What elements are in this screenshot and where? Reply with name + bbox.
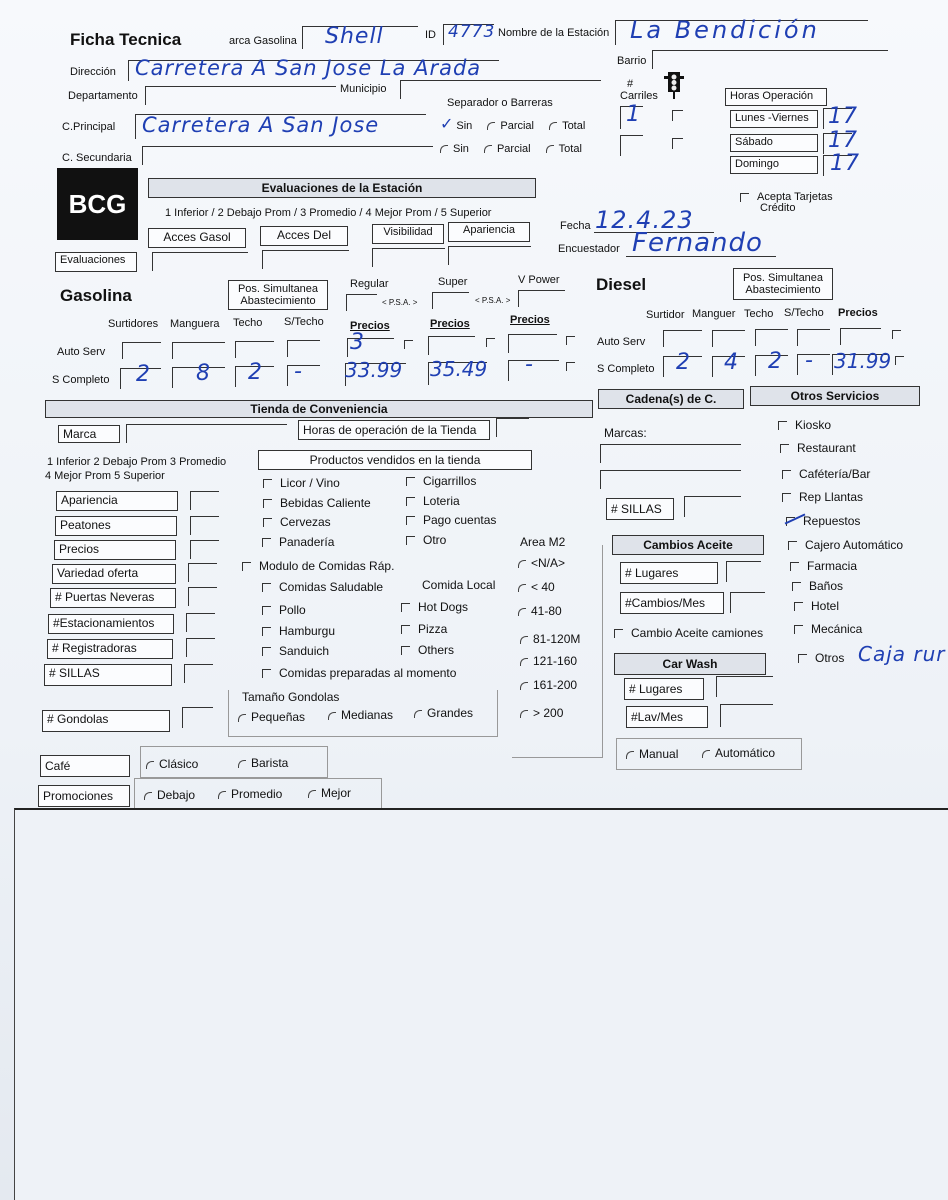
otros-cafeteria[interactable]: Cafétería/Bar	[782, 467, 870, 481]
gasolina-pos-simultanea: Pos. Simultanea Abastecimiento	[228, 280, 328, 310]
diesel-s-manguer: 4	[724, 350, 739, 375]
rating-peatones-field[interactable]	[190, 516, 219, 535]
cw-lugares-label: # Lugares	[624, 678, 704, 700]
lav-mes-label: #Lav/Mes	[626, 706, 708, 728]
eval-field-1[interactable]	[152, 252, 248, 271]
acepta-tarjetas: Acepta Tarjetas Crédito	[740, 192, 833, 214]
area-na[interactable]: <N/A>	[518, 556, 565, 570]
cambios-lugares-label: # Lugares	[620, 562, 718, 584]
cambios-lugares-field[interactable]	[726, 561, 761, 582]
id-label: ID	[425, 29, 436, 41]
gas-col-techo: Techo	[233, 317, 263, 329]
gas-s-price-regular: 33.99	[345, 358, 403, 382]
lav-mes-field[interactable]	[720, 704, 773, 727]
cw-lugares-field[interactable]	[716, 676, 773, 697]
area-121-160[interactable]: 121-160	[520, 654, 577, 668]
gas-auto-chk-2[interactable]	[486, 338, 495, 347]
comida-local-label: Comida Local	[422, 578, 496, 592]
direccion-label: Dirección	[70, 66, 116, 78]
eval-field-4[interactable]	[448, 246, 531, 265]
cadena-sillas-label: # SILLAS	[606, 498, 674, 520]
separador-row2: Sin Parcial Total	[440, 143, 582, 155]
diesel-title: Diesel	[596, 275, 647, 294]
acces-gasol-label: Acces Gasol	[148, 228, 246, 248]
estacion-label: Nombre de la Estación	[498, 27, 610, 39]
psa-2: < P.S.A. >	[475, 296, 511, 305]
diesel-s-price-value: 31.99	[834, 349, 892, 373]
regular-label: Regular	[350, 278, 389, 290]
gas-auto-chk-1[interactable]	[404, 340, 413, 349]
tienda-horas-label: Horas de operación de la Tienda	[298, 420, 490, 440]
horas-title: Horas Operación	[725, 88, 827, 106]
diesel-auto-serv-label: Auto Serv	[597, 336, 646, 348]
rating-apariencia: Apariencia	[56, 491, 178, 511]
visibilidad-label: Visibilidad	[372, 224, 444, 244]
rating-precios-field[interactable]	[190, 540, 219, 559]
apariencia-label: Apariencia	[448, 222, 530, 242]
fecha-value: 12.4.23	[595, 206, 694, 234]
diesel-auto-f2[interactable]	[712, 330, 745, 347]
gas-auto-price-value: 3	[350, 330, 365, 355]
domingo-label: Domingo	[730, 156, 818, 174]
diesel-auto-f4[interactable]	[797, 329, 830, 346]
comidas-saludable[interactable]: Comidas Saludable	[262, 580, 383, 594]
otros-cajero[interactable]: Cajero Automático	[788, 538, 903, 552]
carriles-check[interactable]	[672, 110, 683, 121]
encuestador-label: Encuestador	[558, 243, 620, 255]
prod-pago-cuentas[interactable]: Pago cuentas	[406, 513, 496, 527]
sabado-label: Sábado	[730, 134, 818, 152]
estacion-value: La Bendición	[630, 16, 820, 44]
tienda-title: Tienda de Conveniencia	[45, 400, 593, 418]
tienda-scale-2: 4 Mejor Prom 5 Superior	[45, 470, 165, 482]
marca-value: Shell	[325, 24, 384, 49]
area-81-120[interactable]: 81-120M	[520, 632, 580, 646]
otros-hotel[interactable]: Hotel	[794, 599, 839, 613]
municipio-label: Municipio	[340, 83, 387, 95]
sabado-value: 17	[828, 128, 858, 153]
rating-peatones: Peatones	[55, 516, 177, 536]
marca-label: arca Gasolina	[229, 35, 297, 47]
marcas-field-2[interactable]	[600, 470, 741, 489]
rating-sillas: # SILLAS	[44, 664, 172, 686]
gas-auto-chk-3[interactable]	[566, 336, 575, 345]
rating-variedad-oferta: Variedad oferta	[52, 564, 176, 584]
otros-repuestos[interactable]: Repuestos	[786, 514, 860, 528]
gas-col-stecho: S/Techo	[284, 316, 324, 328]
gas-s-techo: 2	[248, 360, 263, 385]
cafe-clasico[interactable]: Clásico	[146, 757, 198, 771]
tienda-scale-1: 1 Inferior 2 Debajo Prom 3 Promedio	[47, 456, 227, 468]
prod-licor[interactable]: Licor / Vino	[263, 476, 340, 490]
carwash-manual[interactable]: Manual	[626, 747, 678, 761]
diesel-s-completo-label: S Completo	[597, 363, 655, 375]
direccion-value: Carretera A San Jose La Arada	[135, 56, 482, 80]
carwash-automatico[interactable]: Automático	[702, 746, 775, 760]
csecundaria-field[interactable]	[142, 146, 433, 165]
bcg-logo: BCG	[57, 168, 138, 240]
gondolas-title: Tamaño Gondolas	[242, 690, 340, 704]
tienda-marca-field[interactable]	[126, 424, 287, 443]
rating-precios: Precios	[54, 540, 176, 560]
form-title: Ficha Tecnica	[70, 30, 182, 49]
otros-farmacia[interactable]: Farmacia	[790, 559, 857, 573]
gas-auto-f1[interactable]	[122, 342, 161, 359]
rating-puertas-neveras: # Puertas Neveras	[50, 588, 176, 608]
gas-s-price-vpower: -	[525, 352, 534, 377]
encuestador-underline	[626, 256, 776, 257]
promociones-label: Promociones	[38, 785, 130, 807]
blank-notes-area	[14, 808, 948, 1200]
carriles-field-2[interactable]	[620, 135, 643, 156]
gas-s-completo-label: S Completo	[52, 374, 110, 386]
lunes-viernes-label: Lunes -Viernes	[730, 110, 818, 128]
promo-debajo[interactable]: Debajo	[144, 788, 195, 802]
gas-col-manguera: Manguera	[170, 318, 220, 330]
area-title: Area M2	[520, 535, 566, 549]
productos-title: Productos vendidos en la tienda	[258, 450, 532, 470]
psa-1: < P.S.A. >	[382, 298, 418, 307]
gas-auto-f3[interactable]	[235, 341, 274, 358]
cambios-aceite-title: Cambios Aceite	[612, 535, 764, 555]
evaluaciones-label: Evaluaciones	[55, 252, 137, 272]
otros-rep-llantas[interactable]: Rep Llantas	[782, 490, 863, 504]
cadena-title: Cadena(s) de C.	[598, 389, 744, 409]
evaluaciones-scale: 1 Inferior / 2 Debajo Prom / 3 Promedio / 4 Mejor Prom / 5 Superior	[165, 207, 492, 219]
otros-otros[interactable]: Otros	[798, 651, 844, 665]
gas-s-price-super: 35.49	[430, 357, 488, 381]
diesel-pos-simultanea: Pos. Simultanea Abastecimiento	[733, 268, 833, 300]
diesel-auto-f3[interactable]	[755, 329, 788, 346]
prod-otro[interactable]: Otro	[406, 533, 446, 547]
fecha-label: Fecha	[560, 220, 591, 232]
traffic-light-icon	[662, 70, 686, 105]
gondola-pequenas[interactable]: Pequeñas	[238, 710, 305, 724]
departamento-label: Departamento	[68, 90, 138, 102]
diesel-col-surtidor: Surtidor	[646, 309, 685, 321]
diesel-s-surtidor: 2	[676, 350, 691, 375]
vpower-label: V Power	[518, 274, 560, 286]
barrio-label: Barrio	[617, 55, 647, 67]
gas-col-surtidores: Surtidores	[108, 318, 159, 330]
car-wash-title: Car Wash	[614, 653, 766, 675]
otros-value: Caja rur	[858, 642, 946, 666]
diesel-auto-f1[interactable]	[663, 330, 702, 347]
diesel-col-techo: Techo	[744, 308, 774, 320]
promo-promedio[interactable]: Promedio	[218, 787, 282, 801]
comida-pizza[interactable]: Pizza	[401, 622, 447, 636]
otros-banos[interactable]: Baños	[792, 579, 843, 593]
cambios-mes-field[interactable]	[730, 592, 765, 613]
gas-auto-f2[interactable]	[172, 342, 225, 359]
tienda-horas-field[interactable]	[496, 418, 529, 437]
encuestador-value: Fernando	[632, 228, 763, 258]
separador-title: Separador o Barreras	[447, 97, 553, 109]
area-lt40[interactable]: < 40	[518, 580, 555, 594]
prod-loteria[interactable]: Loteria	[406, 494, 460, 508]
eval-field-3[interactable]	[372, 248, 445, 267]
gas-s-manguera: 8	[196, 361, 211, 386]
prod-cervezas[interactable]: Cervezas	[263, 515, 331, 529]
domingo-value: 17	[830, 151, 860, 176]
gas-auto-price-3[interactable]	[508, 334, 557, 353]
carriles-label: # Carriles	[620, 78, 658, 102]
diesel-auto-price[interactable]	[840, 328, 881, 345]
cadena-sillas-field[interactable]	[684, 496, 741, 517]
comida-sanduich[interactable]: Sanduich	[262, 644, 329, 658]
otros-restaurant[interactable]: Restaurant	[780, 441, 856, 455]
prod-cigarrillos[interactable]: Cigarrillos	[406, 474, 476, 488]
modulo-comidas[interactable]: Modulo de Comidas Ráp.	[242, 559, 394, 573]
num-gondolas-field[interactable]	[182, 707, 213, 728]
barrio-field[interactable]	[652, 50, 888, 69]
evaluaciones-title: Evaluaciones de la Estación	[148, 178, 536, 198]
otros-mecanica[interactable]: Mecánica	[794, 622, 862, 636]
marcas-field-1[interactable]	[600, 444, 741, 463]
diesel-s-chk[interactable]	[895, 356, 904, 365]
regular-field[interactable]	[346, 294, 377, 311]
diesel-s-stecho: -	[805, 348, 814, 373]
gondola-grandes[interactable]: Grandes	[414, 706, 473, 720]
vpower-field[interactable]	[518, 290, 565, 307]
carriles-value: 1	[626, 102, 641, 127]
diesel-col-manguer: Manguer	[692, 308, 736, 320]
rating-registradoras: # Registradoras	[47, 639, 173, 659]
gas-auto-f4[interactable]	[287, 340, 320, 357]
departamento-field[interactable]	[145, 86, 336, 105]
cprincipal-value: Carretera A San Jose	[142, 113, 380, 137]
comidas-preparadas[interactable]: Comidas preparadas al momento	[262, 666, 456, 680]
id-value: 4773	[448, 22, 496, 42]
diesel-s-techo: 2	[768, 349, 783, 374]
diesel-col-stecho: S/Techo	[784, 307, 824, 319]
comida-pollo[interactable]: Pollo	[262, 603, 306, 617]
gas-s-chk-3[interactable]	[566, 362, 575, 371]
csecundaria-label: C. Secundaria	[62, 152, 132, 164]
promo-mejor[interactable]: Mejor	[308, 786, 351, 800]
separador-row1: ✓ Sin Parcial Total	[440, 116, 586, 133]
check-mark-icon: ✓	[440, 116, 454, 133]
gas-s-f4[interactable]	[287, 365, 320, 386]
super-field[interactable]	[432, 292, 469, 309]
lunes-viernes-value: 17	[828, 104, 858, 129]
acces-del-label: Acces Del	[260, 226, 348, 246]
marcas-label: Marcas:	[604, 426, 647, 440]
rating-variedad-field[interactable]	[188, 563, 217, 582]
gasolina-title: Gasolina	[60, 286, 132, 305]
cprincipal-label: C.Principal	[62, 121, 116, 133]
cafe-label: Café	[40, 755, 130, 777]
gas-precios-1: Precios	[350, 320, 390, 332]
area-gt200[interactable]: > 200	[520, 706, 563, 720]
otros-servicios-title: Otros Servicios	[750, 386, 920, 406]
gas-auto-price-2[interactable]	[428, 336, 475, 355]
gondola-medianas[interactable]: Medianas	[328, 708, 393, 722]
comida-others[interactable]: Others	[401, 643, 454, 657]
gas-auto-serv-label: Auto Serv	[57, 346, 106, 358]
area-161-200[interactable]: 161-200	[520, 678, 577, 692]
tienda-marca-label: Marca	[58, 425, 120, 443]
cafe-barista[interactable]: Barista	[238, 756, 288, 770]
rating-puertas-field[interactable]	[188, 587, 217, 606]
prod-panaderia[interactable]: Panadería	[262, 535, 334, 549]
area-group	[512, 545, 603, 758]
rating-estacionamientos: #Estacionamientos	[48, 614, 174, 634]
diesel-col-precios: Precios	[838, 307, 878, 319]
rating-sillas-field[interactable]	[184, 664, 213, 683]
otros-kiosko[interactable]: Kiosko	[778, 418, 831, 432]
rating-registradoras-field[interactable]	[186, 638, 215, 657]
rating-apariencia-field[interactable]	[190, 491, 219, 510]
super-label: Super	[438, 276, 468, 288]
cambio-aceite-camiones[interactable]: Cambio Aceite camiones	[614, 626, 763, 640]
gas-s-surtidores: 2	[136, 362, 151, 387]
carriles-check-2[interactable]	[672, 138, 683, 149]
gas-s-stecho: -	[294, 359, 303, 384]
eval-field-2[interactable]	[262, 250, 349, 269]
comida-hamburgu[interactable]: Hamburgu	[262, 624, 335, 638]
area-41-80[interactable]: 41-80	[518, 604, 562, 618]
prod-bebidas[interactable]: Bebidas Caliente	[263, 496, 371, 510]
rating-estacionamientos-field[interactable]	[186, 613, 215, 632]
num-gondolas-label: # Gondolas	[42, 710, 170, 732]
comida-hot-dogs[interactable]: Hot Dogs	[401, 600, 468, 614]
gas-precios-2: Precios	[430, 318, 470, 330]
diesel-auto-chk[interactable]	[892, 330, 901, 339]
gas-precios-3: Precios	[510, 314, 550, 326]
cambios-mes-label: #Cambios/Mes	[620, 592, 724, 614]
